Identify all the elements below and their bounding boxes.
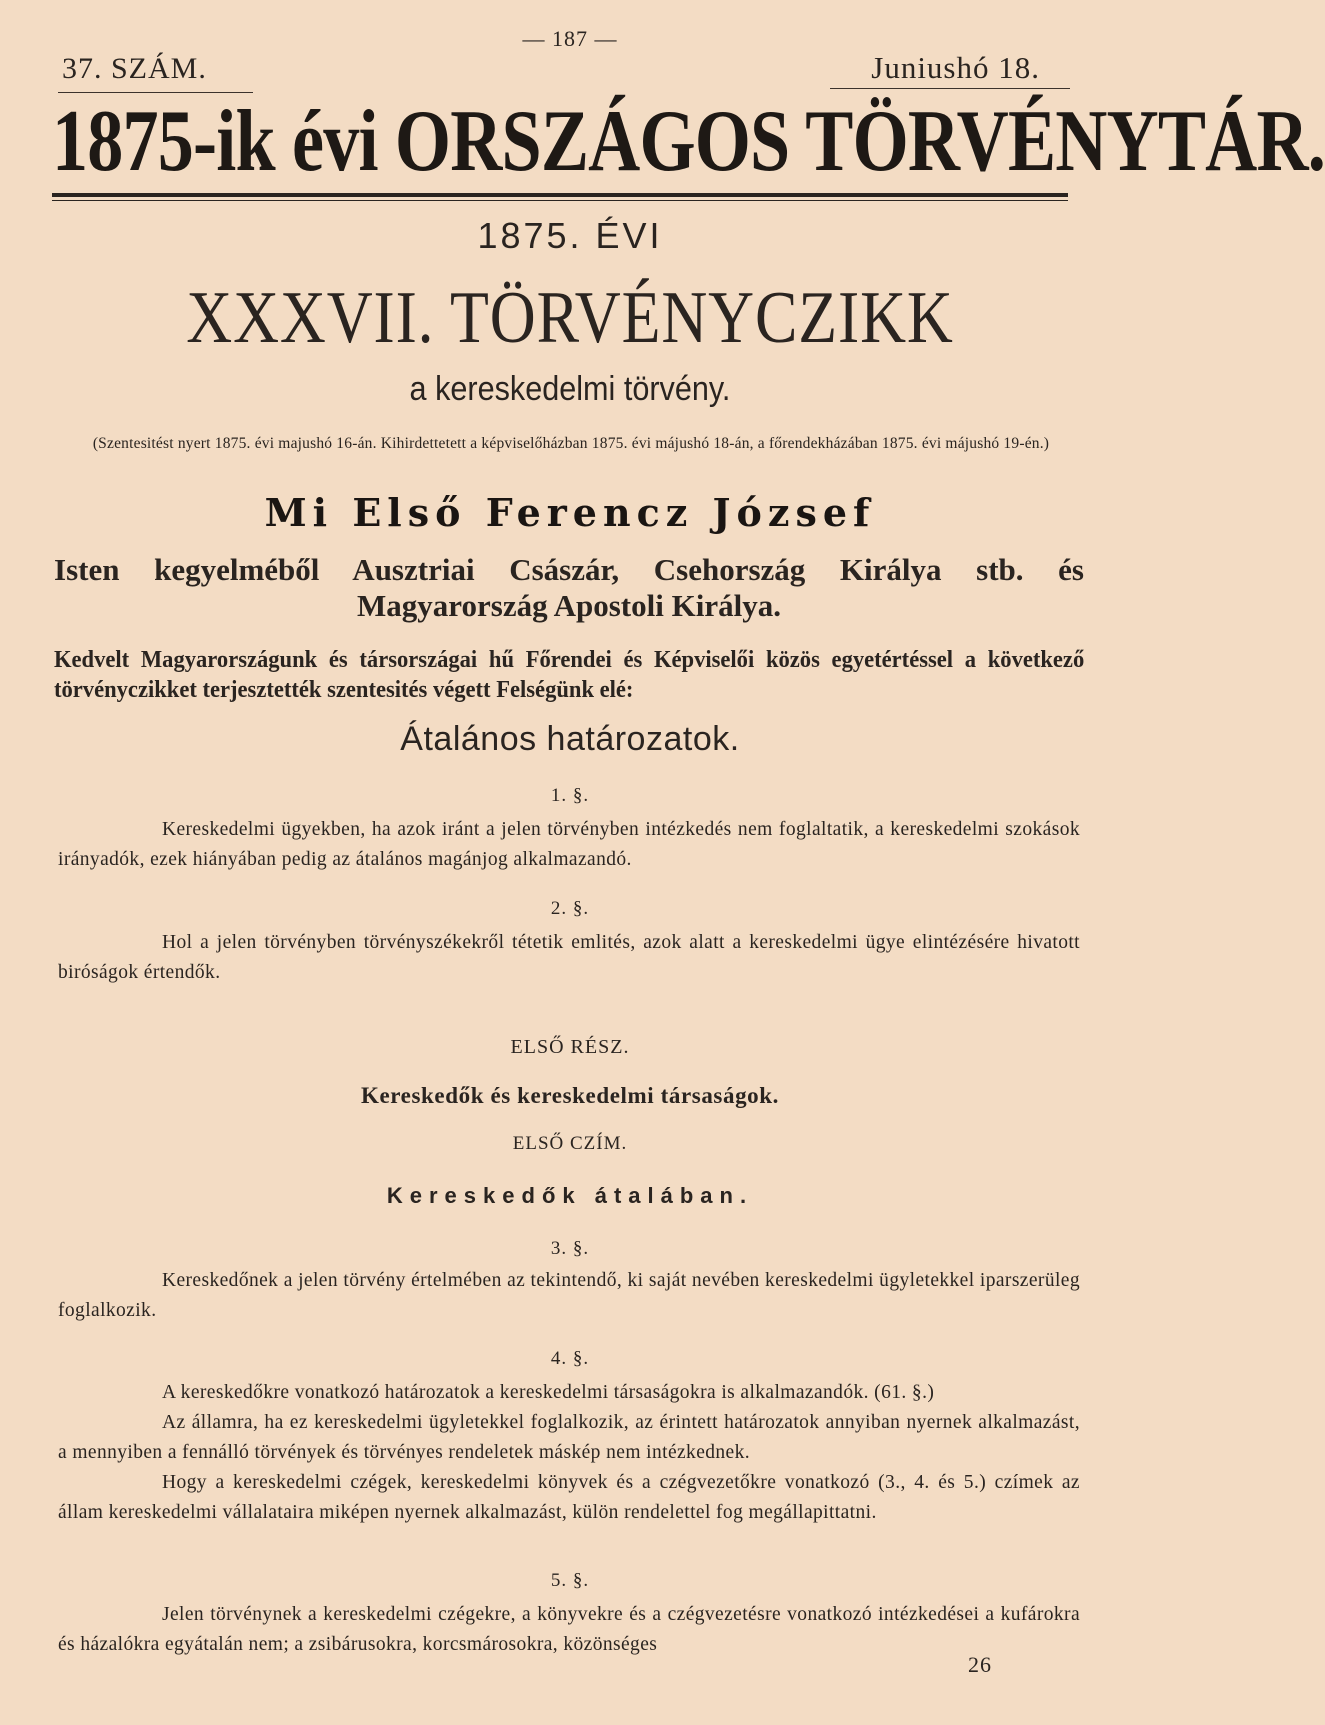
law-title: XXXVII. TÖRVÉNYCZIKK bbox=[186, 277, 954, 359]
section-paragraph: Az államra, ha ez kereskedelmi ügyletekkel foglalkozik, az érintett határozatok annyiban nyernek alkalmazást, a mennyiben a fennálló törvények és törvényes rendeletek máskép nem intézkednek. bbox=[58, 1412, 1080, 1463]
masthead-rule-thin bbox=[52, 200, 1068, 201]
section-number: 2. §. bbox=[550, 898, 590, 919]
title-label: ELSŐ CZÍM. bbox=[512, 1133, 628, 1154]
masthead-rule-thick bbox=[52, 193, 1068, 197]
folio-number: 26 bbox=[968, 1652, 992, 1677]
section-paragraph: A kereskedőkre vonatkozó határozatok a kereskedelmi társaságokra is alkalmazandók. (61. §.) bbox=[162, 1382, 935, 1403]
section-number: 3. §. bbox=[550, 1238, 590, 1259]
part-subtitle: Kereskedők és kereskedelmi társaságok. bbox=[360, 1083, 780, 1108]
monarch-style-line1: Isten kegyelméből Ausztriai Császár, Csehország Királya stb. és bbox=[54, 552, 1084, 587]
section-paragraph: Hol a jelen törvényben törvényszékekről tétetik emlités, azok alatt a kereskedelmi ügye elintézésére hivatott biróságok értendők. bbox=[58, 932, 1080, 983]
issue-number: 37. SZÁM. bbox=[62, 52, 207, 85]
issue-date: Juniushó 18. bbox=[871, 50, 1040, 85]
issue-date-rule bbox=[830, 88, 1070, 89]
masthead-title: 1875-ik évi ORSZÁGOS TÖRVÉNYTÁR. bbox=[52, 93, 1325, 190]
law-year: 1875. ÉVI bbox=[477, 215, 663, 256]
page-number: — 187 — bbox=[522, 26, 618, 51]
monarch-style-line2: Magyarország Apostoli Királya. bbox=[357, 588, 781, 623]
section-number: 1. §. bbox=[550, 785, 590, 806]
law-subtitle: a kereskedelmi törvény. bbox=[409, 370, 731, 408]
preamble: Kedvelt Magyarországunk és társországai hű Főrendei és Képviselői közös egyetértéssel a következő törvényczikket terjesztették szentesités végett Felségünk elé: bbox=[54, 647, 1085, 703]
sanction-note: (Szentesitést nyert 1875. évi majushó 16-án. Kihirdettetett a képviselőházban 1875. évi májushó 18-án, a főrendekházában 1875. évi májushó 19-én.) bbox=[92, 435, 1050, 452]
part-title: ELSŐ RÉSZ. bbox=[510, 1036, 630, 1058]
section-paragraph: Hogy a kereskedelmi czégek, kereskedelmi könyvek és a czégvezetőkre vonatkozó (3., 4. és 5.) czímek az állam kereskedelmi vállalataira miképen nyernek alkalmazást, külön rendelettel fog megállapittatni. bbox=[58, 1472, 1080, 1523]
section-number: 4. §. bbox=[550, 1348, 590, 1369]
monarch-name: Mi Első Ferencz József bbox=[264, 490, 876, 535]
monarch-style bbox=[54, 552, 1084, 624]
section-paragraph: Kereskedőnek a jelen törvény értelmében az tekintendő, ki saját nevében kereskedelmi ügyletekkel iparszerüleg foglalkozik. bbox=[58, 1270, 1080, 1321]
title-subtitle: Kereskedők átalában. bbox=[386, 1183, 754, 1208]
section-paragraph: Kereskedelmi ügyekben, ha azok iránt a jelen törvényben intézkedés nem foglaltatik, a kereskedelmi szokások irányadók, ezek hiányában pedig az átalános magánjog alkalmazandó. bbox=[58, 819, 1080, 870]
general-provisions-heading: Átalános határozatok. bbox=[400, 720, 740, 758]
section-paragraph: Jelen törvénynek a kereskedelmi czégekre, a könyvekre és a czégvezetésre vonatkozó intézkedései a kufárokra és házalókra egyátalán nem; a zsibárusokra, korcsmárosokra, közönséges bbox=[58, 1604, 1080, 1655]
section-number: 5. §. bbox=[550, 1570, 590, 1591]
